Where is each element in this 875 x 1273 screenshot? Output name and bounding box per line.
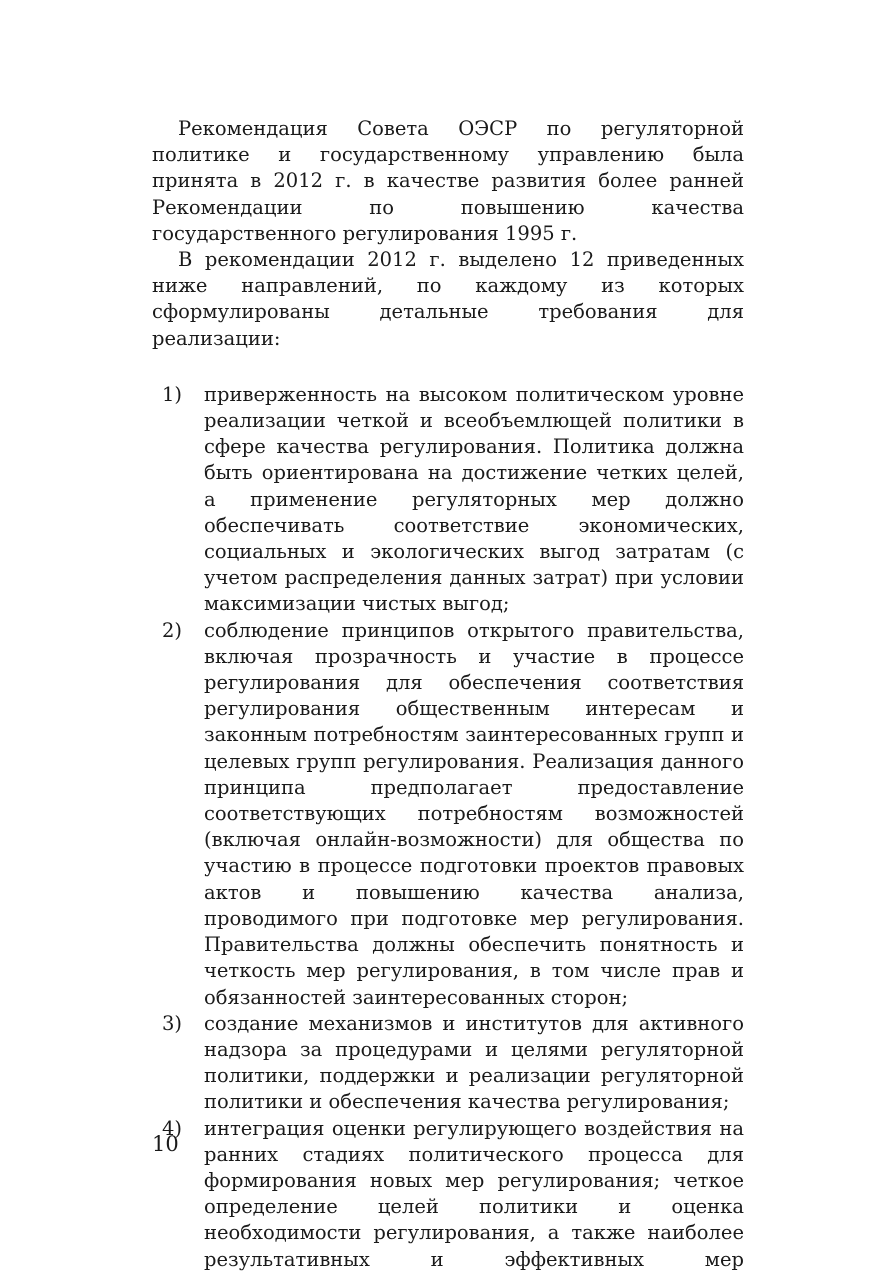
list-item <box>152 1011 744 1116</box>
list-item-text: создание механизмов и институтов для активного надзора за процедурами и целями регуляторной политики, поддержки и реализации регуляторной политики и обеспечения качества регулирования; <box>204 1011 744 1114</box>
paragraph-intro: Рекомендация Совета ОЭСР по регуляторной политике и государственному управлению была принята в 2012 г. в качестве развития более ранней Рекомендации по повышению качества государственного регулирования 1995 г. <box>152 117 744 245</box>
list-item-text: соблюдение принципов открытого правительства, включая прозрачность и участие в процессе регулирования для обеспечения соответствия регулирования общественным интересам и законным потребностям заинтересованных групп и целевых групп регулирования. Реализация данного принципа предполагает предоставление соответствующих потребностям возможностей (включая онлайн-возможности) для общества по участию в процессе подготовки проектов правовых актов и повышению качества анализа, проводимого при подготовке мер регулирования. Правительства должны обеспечить понятность и четкость мер регулирования, в том числе прав и обязанностей заинтересованных сторон; <box>204 618 744 1009</box>
list-item <box>152 382 744 618</box>
list-item-number: 3) <box>162 1011 183 1035</box>
list-item <box>152 618 744 1011</box>
list-item-number: 4) <box>162 1116 183 1140</box>
list-item-number: 2) <box>162 618 183 642</box>
directions-list <box>152 382 744 1273</box>
list-item-text: интеграция оценки регулирующего воздействия на ранних стадиях политического процесса для формирования новых мер регулирования; четкое определение целей политики и оценка необходимости регулирования, а также наиболее результативных и эффективных мер <box>204 1116 744 1271</box>
page-number: 10 <box>152 1132 179 1156</box>
list-item <box>152 1116 744 1273</box>
body-text <box>152 116 744 1273</box>
list-item-number: 1) <box>162 382 183 406</box>
paragraph-directions: В рекомендации 2012 г. выделено 12 приведенных ниже направлений, по каждому из которых сформулированы детальные требования для реализации: <box>152 248 744 350</box>
list-item-text: приверженность на высоком политическом уровне реализации четкой и всеобъемлющей политики в сфере качества регулирования. Политика должна быть ориентирована на достижение четких целей, а применение регуляторных мер должно обеспечивать соответствие экономических, социальных и экологических выгод затратам (с учетом распределения данных затрат) при условии максимизации чистых выгод; <box>204 382 744 616</box>
